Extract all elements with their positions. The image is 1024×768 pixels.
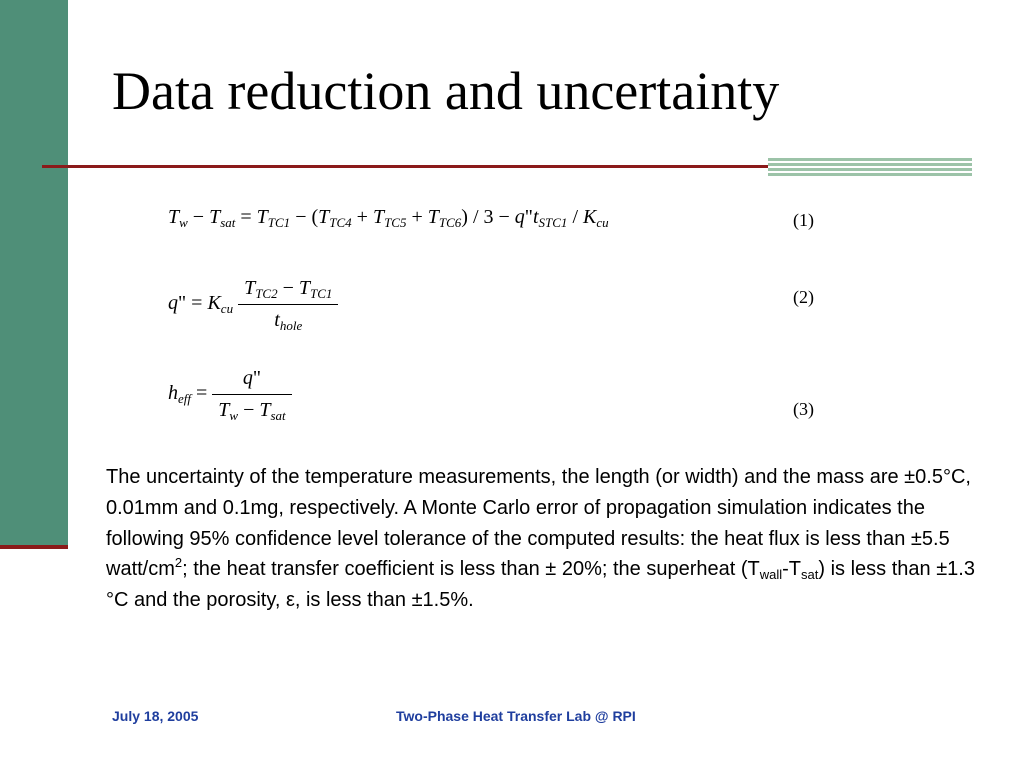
equation-2: q" = $K_{cu}$ $\frac{T_{TC2} - T_{TC1}}{t_{hole}}$ xyxy=(168,277,338,332)
equation-3-fraction: $\frac{q"}{T_w - T_{sat}}$ xyxy=(212,367,291,422)
sidebar-band xyxy=(0,0,68,545)
equation-3: $h_{eff}$ = $\frac{q"}{T_w - T_{sat}}$ xyxy=(168,367,292,422)
equation-1: $T_w - T_{sat} = T_{TC1} - (T_{TC4} + T_{TC5} + T_{TC6}) / 3$ − $q"t_{STC1} / K_{cu}$ xyxy=(168,206,609,230)
slide-title: Data reduction and uncertainty xyxy=(112,61,780,121)
accent-bar xyxy=(768,158,972,178)
sidebar-rule xyxy=(0,545,68,549)
footer-lab-name: Two-Phase Heat Transfer Lab @ RPI xyxy=(396,708,636,724)
uncertainty-paragraph: The uncertainty of the temperature measurements, the length (or width) and the mass are ±0.5°C, 0.01mm and 0.1mg, respectively. A Monte Carlo error of propagation simulation indicates the following 95% confidence level tolerance of the computed results: the heat flux is less than ±5.5 watt/$cm^2$; the heat transfer coefficient is less than ± 20%; the superheat $(T_{wall}-T_{sat})$ is less than ±1.3 °C and the porosity, ε, is less than ±1.5%. xyxy=(106,466,975,612)
equation-2-fraction: $\frac{T_{TC2} - T_{TC1}}{t_{hole}}$ xyxy=(238,277,338,332)
equation-1-number: (1) xyxy=(793,210,814,230)
footer-date: July 18, 2005 xyxy=(112,708,199,724)
equation-3-number: (3) xyxy=(793,399,814,419)
equation-2-number: (2) xyxy=(793,287,814,307)
